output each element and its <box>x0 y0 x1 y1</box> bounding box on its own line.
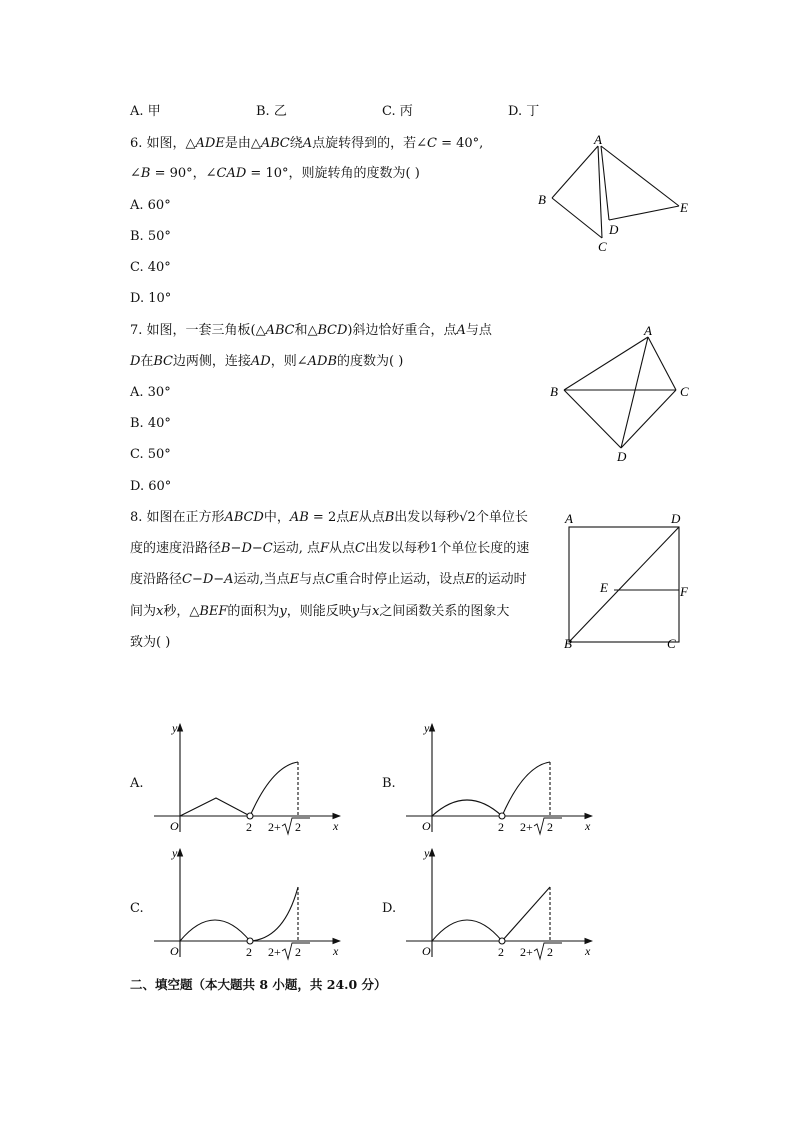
q7-text-line1: 7. 如图，一套三角板(△𝐴𝐵𝐶和△𝐵𝐶𝐷)斜边恰好重合，点𝐴与点 <box>130 323 492 338</box>
q8-graph-a-y: y <box>172 721 178 735</box>
q8-graph-b <box>402 718 602 838</box>
q7-option-c: C. 50° <box>130 447 171 462</box>
q7-figure <box>545 322 705 462</box>
q8-graph-c-x: x <box>333 944 339 958</box>
q8-graph-a-tick-2: 2 <box>246 820 252 834</box>
q8-graph-c-tick-2plus: 2+ <box>268 945 281 959</box>
q8-graph-c-origin: O <box>170 944 179 958</box>
q8-graph-a <box>150 718 350 838</box>
q8-graph-label-a: A. <box>130 776 144 791</box>
q8-graph-d-origin: O <box>422 944 431 958</box>
q8-graph-c-tick-2: 2 <box>246 945 252 959</box>
q7-option-d: D. 60° <box>130 479 172 494</box>
q8-text-line1: 8. 如图在正方形𝐴𝐵𝐶𝐷中，𝐴𝐵 = 2点𝐸从点𝐵出发以每秒√2个单位长 <box>130 510 528 525</box>
q7-label-a: A <box>644 323 652 338</box>
q8-text-line4: 间为𝑥秒，△𝐵𝐸𝐹的面积为𝑦，则能反映𝑦与𝑥之间函数关系的图象大 <box>130 604 510 619</box>
q8-graph-b-origin: O <box>422 819 431 833</box>
q7-text-line2: 𝐷在𝐵𝐶边两侧，连接𝐴𝐷，则∠𝐴𝐷𝐵的度数为( ) <box>130 354 404 369</box>
q8-label-b: B <box>564 636 572 651</box>
q6-figure <box>530 134 710 264</box>
q6-option-a: A. 60° <box>130 198 171 213</box>
q7-label-b: B <box>550 384 558 399</box>
q8-graph-label-b: B. <box>382 776 396 791</box>
q8-graph-label-c: C. <box>130 901 144 916</box>
q6-option-d: D. 10° <box>130 291 172 306</box>
q8-graph-c-y: y <box>172 846 178 860</box>
q6-text-line2: ∠𝐵 = 90°，∠𝐶𝐴𝐷 = 10°，则旋转角的度数为( ) <box>130 166 420 181</box>
q8-graph-label-d: D. <box>382 901 397 916</box>
q7-label-d: D <box>617 449 627 464</box>
q5-option-c: C. 丙 <box>382 104 413 119</box>
q6-option-c: C. 40° <box>130 260 171 275</box>
q5-option-d: D. 丁 <box>508 104 540 119</box>
q8-graph-c <box>150 843 350 968</box>
q8-graph-b-y: y <box>424 721 430 735</box>
q6-label-e: E <box>680 200 688 215</box>
q8-graph-b-radicand: 2 <box>547 820 553 834</box>
q8-graph-d <box>402 843 602 968</box>
q8-graph-d-tick-2: 2 <box>498 945 504 959</box>
q6-option-b: B. 50° <box>130 229 171 244</box>
q8-graph-a-x: x <box>333 819 339 833</box>
q8-text-line2: 度的速度沿路径𝐵−𝐷−𝐶运动, 点𝐹从点𝐶出发以每秒1个单位长度的速 <box>130 541 530 556</box>
q8-label-a: A <box>565 511 573 526</box>
q8-graph-c-radicand: 2 <box>295 945 301 959</box>
q5-option-a: A. 甲 <box>130 104 161 119</box>
section-2-title: 二、填空题（本大题共 8 小题，共 24.0 分） <box>130 977 387 992</box>
q7-option-a: A. 30° <box>130 385 171 400</box>
q8-label-d: D <box>671 511 681 526</box>
q6-label-a: A <box>594 132 602 147</box>
q6-text-line1: 6. 如图，△𝐴𝐷𝐸是由△𝐴𝐵𝐶绕𝐴点旋转得到的，若∠𝐶 = 40°, <box>130 136 484 151</box>
q8-text-line5: 致为( ) <box>130 635 171 650</box>
q8-graph-a-origin: O <box>170 819 179 833</box>
q7-label-c: C <box>680 384 689 399</box>
q8-graph-a-tick-2plus: 2+ <box>268 820 281 834</box>
q8-label-f: F <box>680 584 688 599</box>
q8-label-e: E <box>600 580 608 595</box>
q8-label-c: C <box>667 636 676 651</box>
q7-option-b: B. 40° <box>130 416 171 431</box>
q6-label-b: B <box>538 192 546 207</box>
q8-graph-b-tick-2: 2 <box>498 820 504 834</box>
q8-graph-d-radicand: 2 <box>547 945 553 959</box>
q6-label-c: C <box>598 239 607 254</box>
q8-square-figure <box>560 508 700 653</box>
q8-graph-d-tick-2plus: 2+ <box>520 945 533 959</box>
q5-option-b: B. 乙 <box>256 104 287 119</box>
q8-graph-a-radicand: 2 <box>295 820 301 834</box>
q8-graph-b-tick-2plus: 2+ <box>520 820 533 834</box>
q8-text-line3: 度沿路径𝐶−𝐷−𝐴运动,当点𝐸与点𝐶重合时停止运动，设点𝐸的运动时 <box>130 572 527 587</box>
q8-graph-b-x: x <box>585 819 591 833</box>
q6-label-d: D <box>609 222 619 237</box>
q8-graph-d-y: y <box>424 846 430 860</box>
q8-graph-d-x: x <box>585 944 591 958</box>
